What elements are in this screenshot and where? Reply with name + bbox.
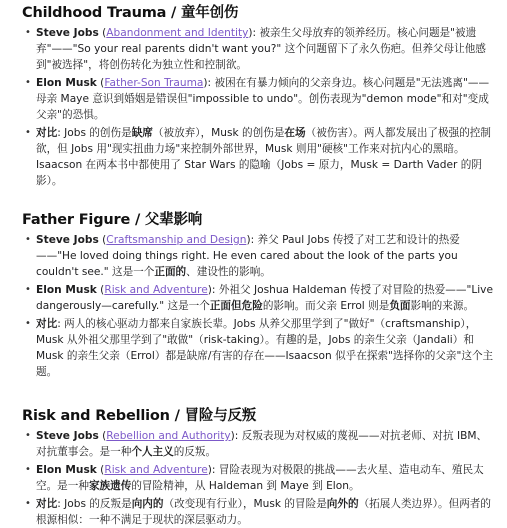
paren-open: ( [96, 284, 105, 296]
item-text: 反叛表现为对权威的蔑视——对抗老师、对抗 IBM、对抗董事会。是一种 [36, 430, 488, 458]
item-label: Elon Musk [36, 77, 97, 89]
item-text: : Jobs 的反叛是 [57, 498, 132, 510]
theme-link[interactable]: Risk and Adventure [104, 284, 208, 296]
section-heading: Childhood Trauma / 童年创伤 [22, 5, 239, 21]
item-label: 对比 [36, 498, 58, 510]
item-text: 冒险表现为对极限的挑战——去火星、造电动车、殖民太空。是一种 [36, 464, 484, 492]
item-label: Steve Jobs [36, 430, 99, 442]
paren-open: ( [98, 27, 107, 39]
section-father-figure [22, 211, 495, 380]
list-item-comparison [22, 316, 495, 380]
item-text: 被困在有暴力倾向的父亲身边。核心问题是"无法逃离"——母亲 Maye 意识到婚姻是错误但"impossible to undo"。创伤表现为"demon mode"和对"变成父亲"的恐惧。 [36, 77, 490, 121]
paren-close: ): [248, 27, 260, 39]
section-childhood-trauma [22, 4, 495, 189]
item-label: Elon Musk [36, 284, 97, 296]
section-heading: Risk and Rebellion / 冒险与反叛 [22, 408, 257, 424]
list-item-steve-jobs [22, 232, 495, 280]
item-bold: 向外的 [326, 498, 359, 510]
item-text: 外祖父 Joshua Haldeman 传授了对冒险的热爱——"Live dangerously—carefully." 这是一个 [36, 284, 493, 312]
item-text: （被放弃），Musk 的创伤是 [152, 127, 285, 139]
bullet-list [22, 428, 495, 528]
item-label: Steve Jobs [36, 27, 99, 39]
list-item-comparison [22, 125, 495, 189]
paren-close: ): [203, 77, 215, 89]
item-text: 、建设性的影响。 [186, 266, 271, 278]
item-text: : Jobs 的创伤是 [57, 127, 132, 139]
bullet-list [22, 232, 495, 380]
item-text: （改变现有行业），Musk 的冒险是 [163, 498, 327, 510]
item-bold: 负面 [389, 300, 411, 312]
item-label: 对比 [36, 127, 58, 139]
item-bold: 缺席 [131, 127, 153, 139]
paren-open: ( [98, 430, 107, 442]
item-text: 的影响。而父亲 Errol 则是 [262, 300, 390, 312]
paren-close: ): [246, 234, 258, 246]
theme-link[interactable]: Risk and Adventure [104, 464, 208, 476]
paren-close: ): [230, 430, 242, 442]
paren-open: ( [96, 464, 105, 476]
section-heading: Father Figure / 父辈影响 [22, 212, 203, 228]
section-risk-rebellion [22, 407, 495, 528]
item-text: 的反叛。 [173, 446, 217, 458]
item-bold: 家族遗传 [88, 480, 132, 492]
theme-link[interactable]: Craftsmanship and Design [106, 234, 247, 246]
paren-open: ( [96, 77, 105, 89]
list-item-steve-jobs [22, 428, 495, 460]
item-label: Elon Musk [36, 464, 97, 476]
item-bold: 向内的 [131, 498, 164, 510]
paren-close: ): [207, 284, 219, 296]
item-text: （拓展人类边界）。但两者的根源相似：一种不满足于现状的深层驱动力。 [36, 498, 491, 526]
list-item-comparison [22, 496, 495, 528]
item-text: 养父 Paul Jobs 传授了对工艺和设计的热爱——"He loved doing things right. He even cared about the look of the parts you couldn't see." 这是一个 [36, 234, 460, 278]
item-text: 被亲生父母放弃的领养经历。核心问题是"被遗弃"——"So your real parents didn't want you?" 这个问题留下了永久伤疤。但养父母让他感到"被选择"，将创伤转化为独立性和控制欲。 [36, 27, 486, 71]
list-item-elon-musk [22, 462, 495, 494]
item-bold: 在场 [284, 127, 306, 139]
bullet-list [22, 25, 495, 189]
item-bold: 个人主义 [131, 446, 174, 458]
theme-link[interactable]: Abandonment and Identity [106, 27, 249, 39]
item-label: Steve Jobs [36, 234, 99, 246]
list-item-elon-musk [22, 75, 495, 123]
paren-close: ): [207, 464, 219, 476]
item-bold: 正面的 [154, 266, 187, 278]
item-bold: 正面但危险 [209, 300, 263, 312]
item-text: （被伤害）。两人都发展出了极强的控制欲，但 Jobs 用"现实扭曲力场"来控制外部世界，Musk 则用"硬核"工作来对抗内心的黑暗。Isaacson 在两本书中都使用了 Star Wars 的隐喻（Jobs = 原力，Musk = Darth Vader 的阴影）。 [36, 127, 491, 187]
item-text: : 两人的核心驱动力都来自家族长辈。Jobs 从养父那里学到了"做好"（craftsmanship），Musk 从外祖父那里学到了"敢做"（risk-taking）。有趣的是，Jobs 的亲生父亲（Jandali）和 Musk 的亲生父亲（Errol）都是缺席/有害的存在——Isaacson 似乎在探索"选择你的父亲"这个主题。 [36, 318, 494, 378]
item-text: 的冒险精神，从 Haldeman 到 Maye 到 Elon。 [131, 480, 360, 492]
theme-link[interactable]: Father-Son Trauma [104, 77, 204, 89]
paren-open: ( [98, 234, 107, 246]
item-label: 对比 [36, 318, 58, 330]
list-item-elon-musk [22, 282, 495, 314]
item-text: 影响的来源。 [410, 300, 475, 312]
list-item-steve-jobs [22, 25, 495, 73]
theme-link[interactable]: Rebellion and Authority [106, 430, 231, 442]
